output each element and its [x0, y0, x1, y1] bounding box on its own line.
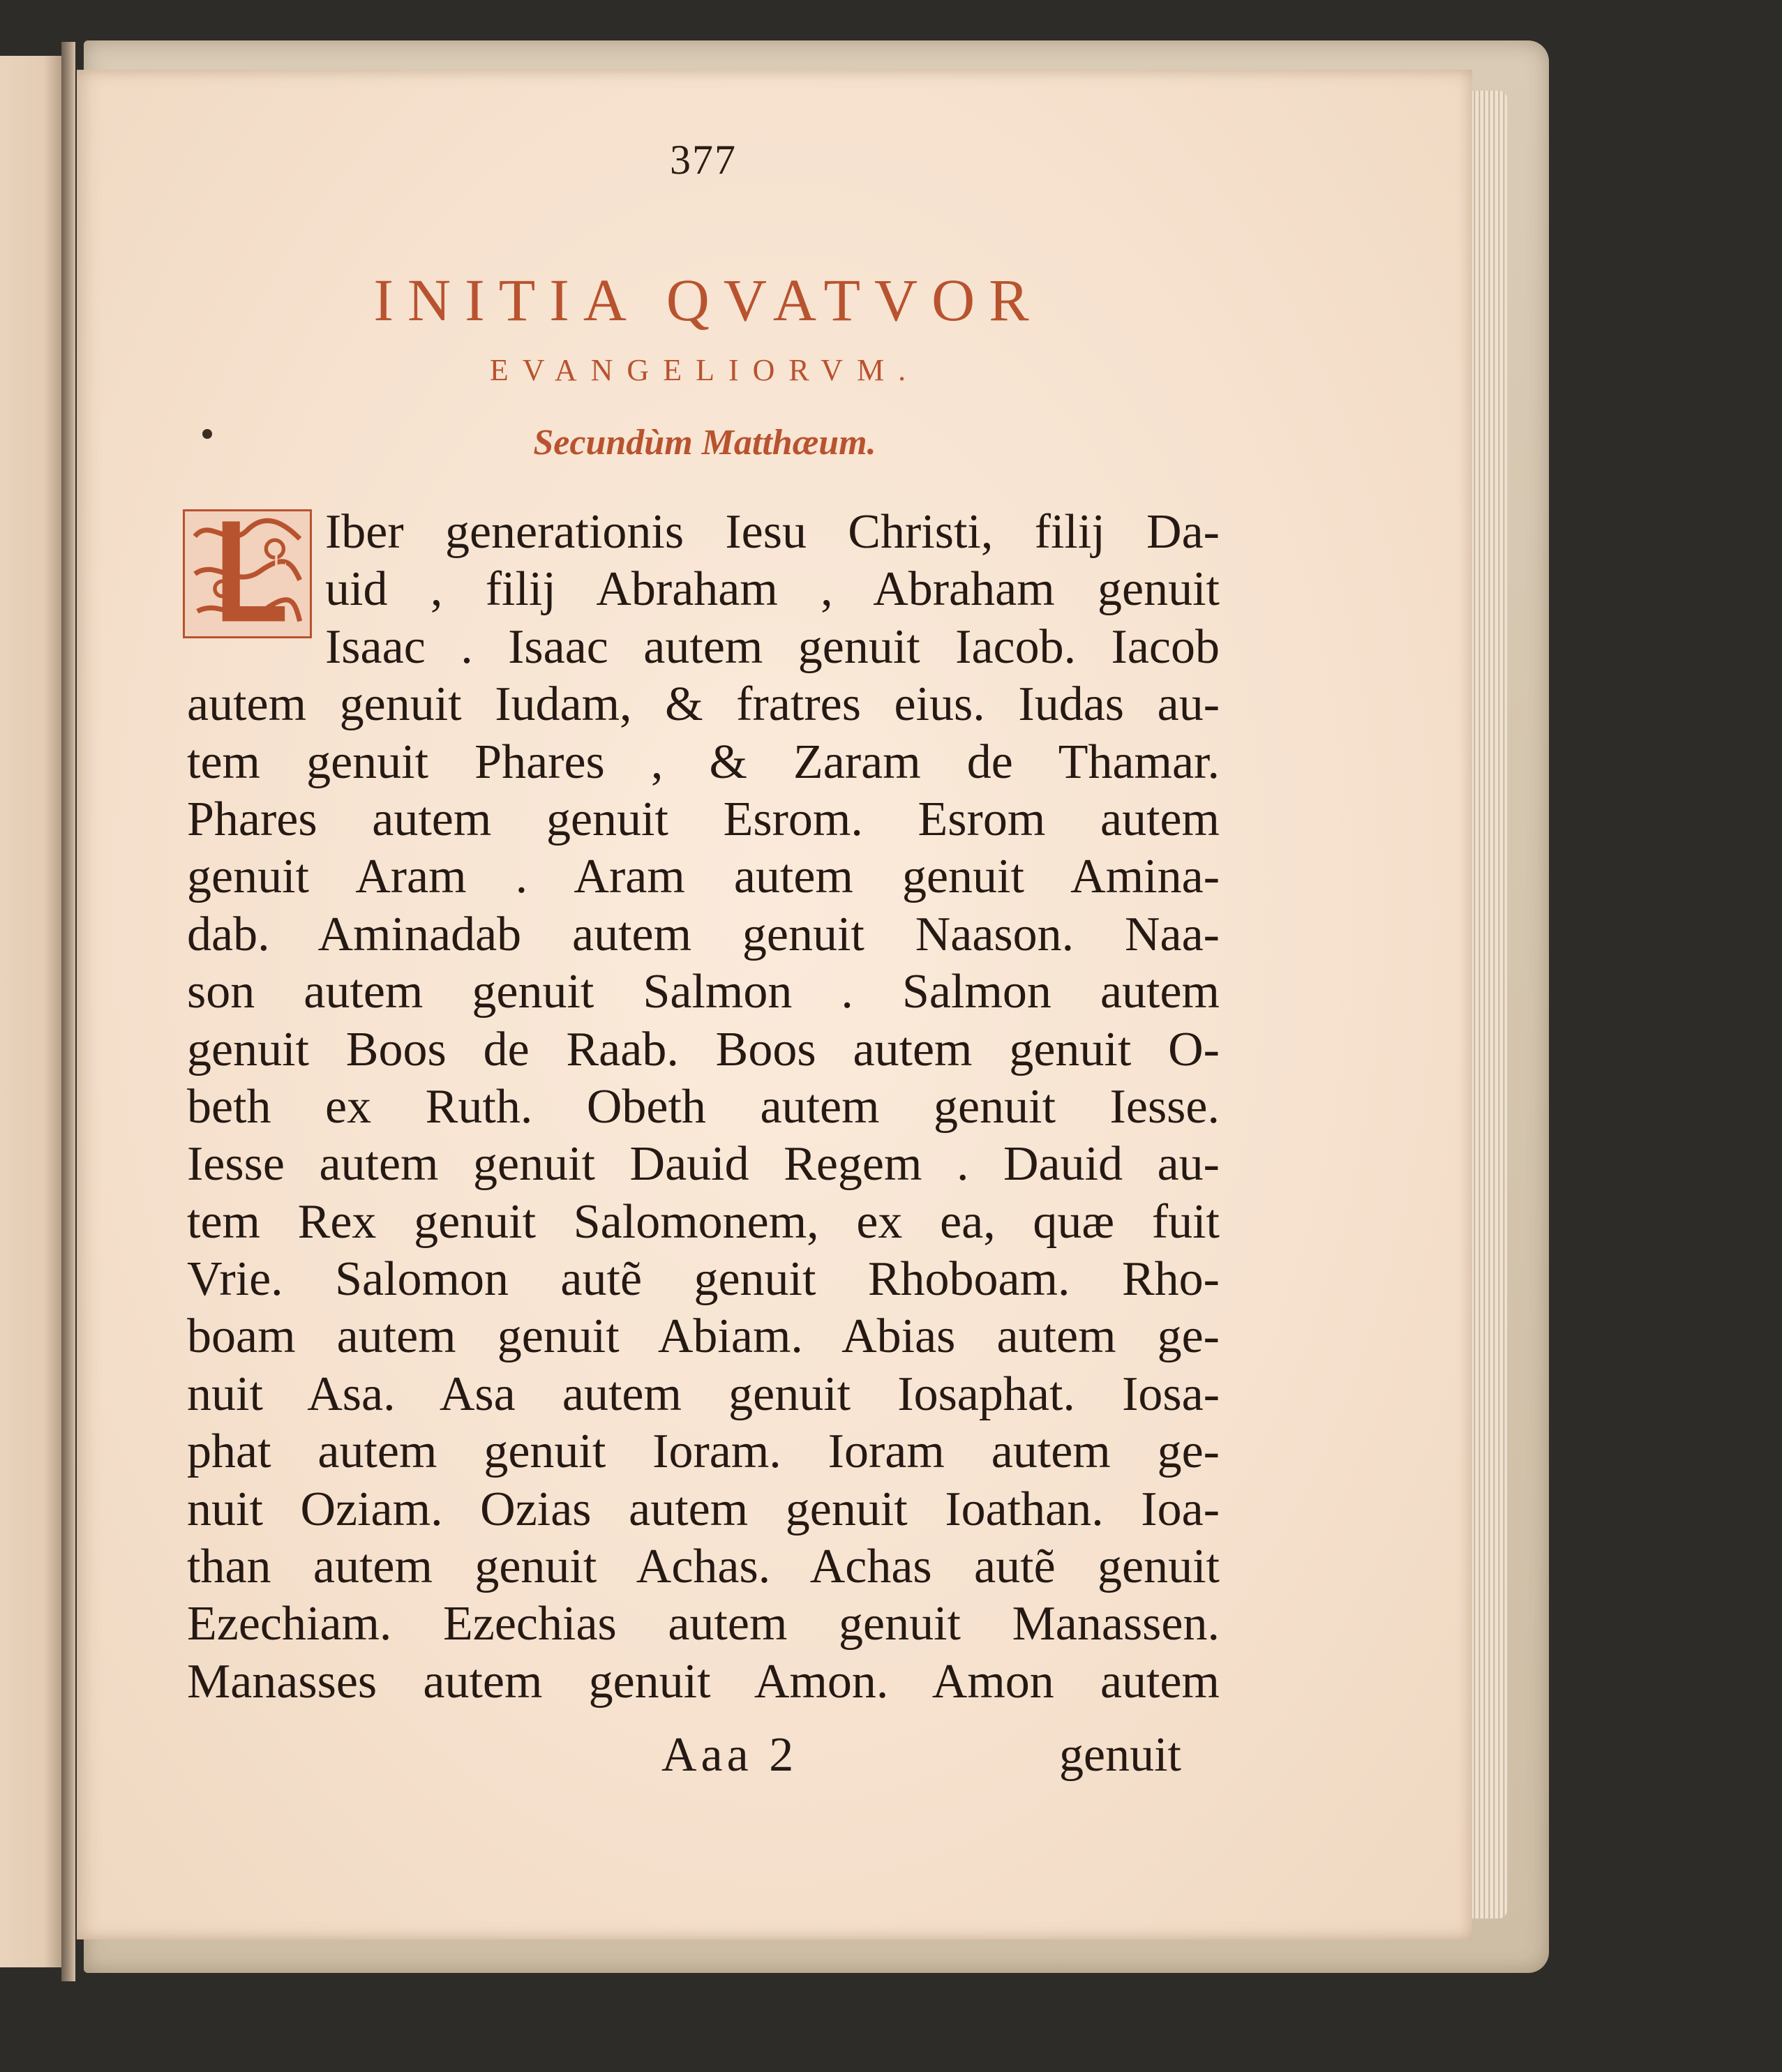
text-line: nuit Oziam. Ozias autem genuit Ioathan. Ioa-	[187, 1482, 1220, 1536]
text-line: dab. Aminadab autem genuit Naason. Naa-	[187, 907, 1220, 961]
text-line: genuit Aram . Aram autem genuit Amina-	[187, 850, 1220, 904]
text-line: Phares autem genuit Esrom. Esrom autem	[187, 792, 1220, 846]
page-number: 377	[670, 137, 737, 183]
catchword: genuit	[1059, 1728, 1181, 1782]
body-text	[187, 504, 1220, 1711]
text-line: Iesse autem genuit Dauid Regem . Dauid au-	[187, 1137, 1220, 1192]
text-line: boam autem genuit Abiam. Abias autem ge-	[187, 1309, 1220, 1364]
book-spine	[61, 42, 75, 1981]
ink-dot	[202, 429, 212, 439]
section-heading: Secundùm Matthæum.	[533, 423, 876, 463]
text-line: uid , filij Abraham , Abraham genuit	[325, 562, 1220, 617]
text-line: tem genuit Phares , & Zaram de Thamar.	[187, 735, 1220, 789]
text-line: phat autem genuit Ioram. Ioram autem ge-	[187, 1425, 1220, 1479]
text-line: Ezechiam. Ezechias autem genuit Manassen.	[187, 1597, 1220, 1651]
text-line: Iber generationis Iesu Christi, filij Da-	[325, 505, 1220, 559]
page-title: INITIA QVATVOR	[373, 266, 1043, 333]
page-subtitle: EVANGELIORVM.	[489, 353, 920, 387]
svg-text:L: L	[272, 545, 288, 573]
text-line: genuit Boos de Raab. Boos autem genuit O-	[187, 1022, 1220, 1076]
text-line: autem genuit Iudam, & fratres eius. Iudas au-	[187, 677, 1220, 732]
text-line: beth ex Ruth. Obeth autem genuit Iesse.	[187, 1079, 1220, 1134]
previous-page-edge	[0, 56, 65, 1967]
text-line: Isaac . Isaac autem genuit Iacob. Iacob	[325, 620, 1220, 674]
text-line: Manasses autem genuit Amon. Amon autem	[187, 1654, 1220, 1709]
signature-mark: Aaa 2	[661, 1728, 798, 1782]
text-line: son autem genuit Salmon . Salmon autem	[187, 965, 1220, 1019]
text-line: than autem genuit Achas. Achas autẽ genuit	[187, 1540, 1220, 1594]
text-line: tem Rex genuit Salomonem, ex ea, quæ fuit	[187, 1194, 1220, 1249]
text-line: Vrie. Salomon autẽ genuit Rhoboam. Rho-	[187, 1252, 1220, 1307]
text-line: nuit Asa. Asa autem genuit Iosaphat. Iosa-	[187, 1367, 1220, 1421]
